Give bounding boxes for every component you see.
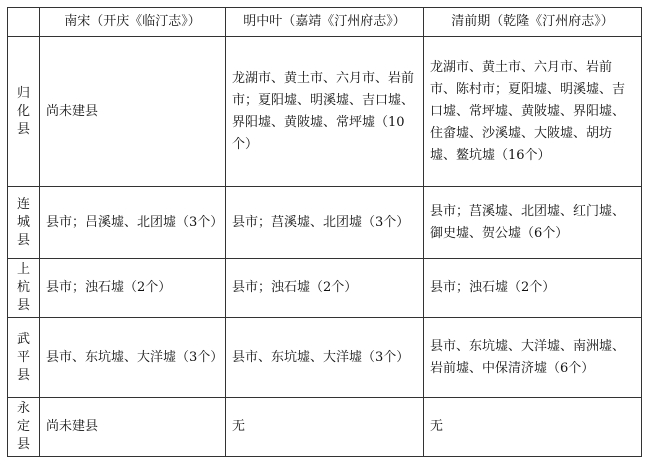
table-row xyxy=(8,318,642,398)
market-table xyxy=(7,7,642,457)
region-cell: 武平县 xyxy=(8,318,40,398)
table-row xyxy=(8,37,642,187)
table-row xyxy=(8,187,642,259)
region-cell: 永定县 xyxy=(8,398,40,457)
ming-cell: 县市；莒溪墟、北团墟（3个） xyxy=(226,187,424,259)
ming-cell: 龙湖市、黄土市、六月市、岩前市；夏阳墟、明溪墟、吉口墟、界阳墟、黄陂墟、常坪墟（10个） xyxy=(226,37,424,187)
ming-cell: 县市；浊石墟（2个） xyxy=(226,259,424,318)
header-cell-qing: 清前期（乾隆《汀州府志》） xyxy=(424,8,642,37)
region-cell: 归化县 xyxy=(8,37,40,187)
ming-cell: 无 xyxy=(226,398,424,457)
song-cell: 尚未建县 xyxy=(40,37,226,187)
qing-cell: 龙湖市、黄土市、六月市、岩前市、陈村市；夏阳墟、明溪墟、吉口墟、常坪墟、黄陂墟、界阳墟、住畲墟、沙溪墟、大陂墟、胡坊墟、鳌坑墟（16个） xyxy=(424,37,642,187)
header-cell-ming: 明中叶（嘉靖《汀州府志》） xyxy=(226,8,424,37)
song-cell: 县市、东坑墟、大洋墟（3个） xyxy=(40,318,226,398)
header-cell-blank xyxy=(8,8,40,37)
header-cell-song: 南宋（开庆《临汀志》） xyxy=(40,8,226,37)
region-cell: 连城县 xyxy=(8,187,40,259)
song-cell: 县市；浊石墟（2个） xyxy=(40,259,226,318)
table-row xyxy=(8,259,642,318)
song-cell: 尚未建县 xyxy=(40,398,226,457)
qing-cell: 县市；浊石墟（2个） xyxy=(424,259,642,318)
header-row xyxy=(8,8,642,37)
song-cell: 县市；吕溪墟、北团墟（3个） xyxy=(40,187,226,259)
qing-cell: 无 xyxy=(424,398,642,457)
qing-cell: 县市、东坑墟、大洋墟、南洲墟、岩前墟、中保清济墟（6个） xyxy=(424,318,642,398)
table-wrapper xyxy=(7,7,642,457)
region-cell: 上杭县 xyxy=(8,259,40,318)
ming-cell: 县市、东坑墟、大洋墟（3个） xyxy=(226,318,424,398)
qing-cell: 县市；莒溪墟、北团墟、红门墟、御史墟、贺公墟（6个） xyxy=(424,187,642,259)
table-row xyxy=(8,398,642,457)
